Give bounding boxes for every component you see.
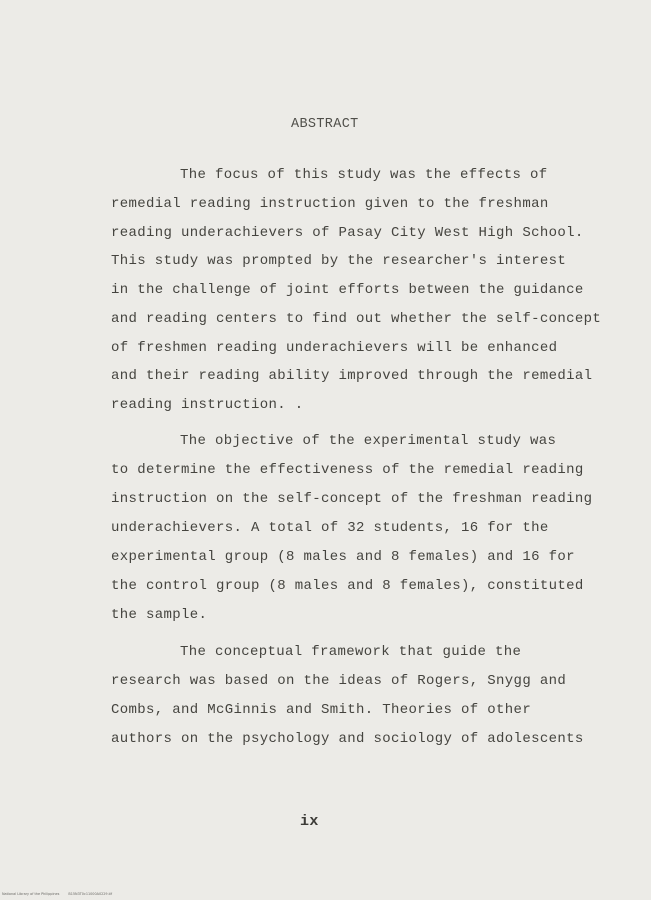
abstract-title: ABSTRACT	[291, 117, 359, 132]
text-line: reading underachievers of Pasay City West High School.	[111, 225, 584, 241]
text-line: the sample.	[111, 607, 208, 623]
text-line: The objective of the experimental study was	[180, 433, 557, 449]
text-line: This study was prompted by the researcher's interest	[111, 253, 567, 269]
text-line: The conceptual framework that guide the	[180, 644, 522, 660]
text-line: experimental group (8 males and 8 females) and 16 for	[111, 549, 575, 565]
text-line: Combs, and McGinnis and Smith. Theories of other	[111, 702, 532, 718]
text-line: The focus of this study was the effects of	[180, 167, 548, 183]
text-line: to determine the effectiveness of the remedial reading	[111, 462, 584, 478]
text-line: underachievers. A total of 32 students, 16 for the	[111, 520, 549, 536]
text-line: in the challenge of joint efforts between the guidance	[111, 282, 584, 298]
scan-footer	[2, 893, 112, 896]
text-line: and reading centers to find out whether the self-concept	[111, 311, 602, 327]
text-line: and their reading ability improved through the remedial	[111, 368, 593, 384]
footer-library: National Library of the Philippines	[2, 892, 60, 896]
text-line: the control group (8 males and 8 females), constituted	[111, 578, 584, 594]
text-line: remedial reading instruction given to the freshman	[111, 196, 549, 212]
text-line: authors on the psychology and sociology of adolescents	[111, 731, 584, 747]
text-line: reading instruction. .	[111, 397, 304, 413]
text-line: of freshmen reading underachievers will be enhanced	[111, 340, 558, 356]
page-number: ix	[300, 813, 319, 830]
footer-identifier: B15N3T0c11000A0229.tif	[68, 892, 113, 896]
text-line: instruction on the self-concept of the freshman reading	[111, 491, 593, 507]
text-line: research was based on the ideas of Rogers, Snygg and	[111, 673, 567, 689]
